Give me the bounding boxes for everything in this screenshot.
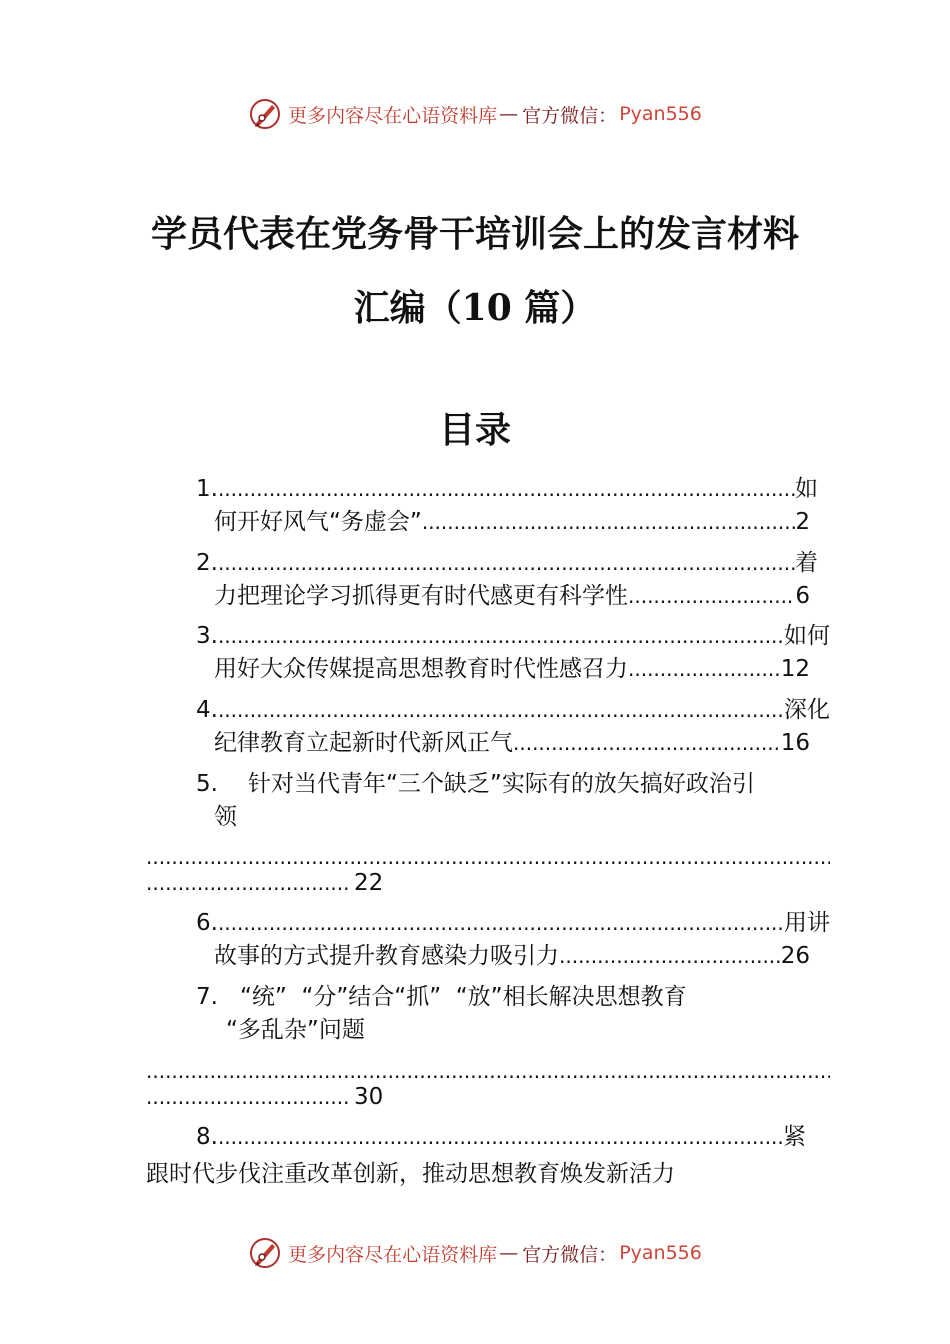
toc-entry-5-page-line[interactable] <box>146 868 386 898</box>
toc-leader-dots <box>559 941 781 971</box>
toc-leader-dots <box>628 581 795 611</box>
toc-entry-2-cont[interactable] <box>214 581 810 611</box>
toc-entry-4[interactable] <box>196 695 830 725</box>
toc-entry-7-page-line[interactable] <box>146 1082 386 1112</box>
toc-entry-title-rest: “多乱杂”问题 <box>226 1017 365 1043</box>
toc-entry-title-head: 如 <box>795 476 818 502</box>
toc-entry-page: 30 <box>354 1084 384 1110</box>
watermark-text: 更多内容尽在心语资料库 <box>288 104 498 127</box>
toc-leader-dots <box>513 728 781 758</box>
toc-entry-title-rest: 用好大众传媒提高思想教育时代性感召力 <box>214 656 628 682</box>
toc-entry-title-head: 深化 <box>784 697 830 723</box>
watermark-label: 官方微信： <box>522 104 618 127</box>
toc-entry-3-cont[interactable] <box>214 654 810 684</box>
watermark-separator: — <box>499 103 519 125</box>
toc-entry-1-cont[interactable] <box>214 507 810 537</box>
toc-entry-title-rest: 跟时代步伐注重改革创新，推动思想教育焕发新活力 <box>146 1161 675 1187</box>
toc-entry-title: 针对当代青年“三个缺乏”实际有的放矢搞好政治引 <box>248 771 755 797</box>
watermark-account: Pyan556 <box>619 1242 702 1264</box>
toc-entry-8[interactable] <box>196 1122 806 1152</box>
toc-entry-page: 12 <box>780 656 810 682</box>
toc-entry-7-cont <box>226 1015 365 1045</box>
toc-entry-title-rest: 何开好风气“务虚会” <box>214 509 422 535</box>
toc-entry-title-head: 着 <box>795 550 818 576</box>
toc-leader-dots <box>146 1082 348 1112</box>
pen-logo-icon <box>248 1236 282 1270</box>
pen-logo-icon <box>248 97 282 131</box>
toc-entry-number: 6. <box>196 910 218 936</box>
toc-entry-page: 16 <box>780 730 810 756</box>
toc-entry-title-rest: 领 <box>214 804 237 830</box>
toc-entry-title-rest: 力把理论学习抓得更有时代感更有科学性 <box>214 583 628 609</box>
toc-heading: 目录 <box>438 409 511 451</box>
watermark-separator: — <box>499 1242 519 1264</box>
toc-entry-title-head: 紧 <box>783 1124 806 1150</box>
toc-leader-dots <box>218 548 795 578</box>
toc-leader-dots <box>146 868 348 898</box>
toc-entry-number: 1. <box>196 476 218 502</box>
toc-entry-5-cont <box>214 802 237 832</box>
toc-entry-7[interactable] <box>196 982 816 1012</box>
toc-entry-1[interactable] <box>196 474 818 504</box>
toc-entry-title-head: 如何 <box>784 623 830 649</box>
toc-entry-6[interactable] <box>196 908 830 938</box>
toc-entry-number: 5. <box>196 771 218 797</box>
toc-leader-dots <box>422 507 796 537</box>
toc-entry-number: 8. <box>196 1124 218 1150</box>
toc-entry-title-rest: 纪律教育立起新时代新风正气 <box>214 730 513 756</box>
watermark-header <box>0 94 950 134</box>
watermark-text: 更多内容尽在心语资料库 <box>288 1243 498 1266</box>
toc-entry-title: “统” “分”结合“抓” “放”相长解决思想教育 <box>240 984 687 1010</box>
watermark-label: 官方微信： <box>522 1243 618 1266</box>
toc-entry-number: 2. <box>196 550 218 576</box>
toc-entry-8-cont[interactable] <box>146 1159 675 1189</box>
toc-leader-dots <box>628 654 781 684</box>
toc-entry-page: 6 <box>795 583 810 609</box>
toc-entry-3[interactable] <box>196 621 830 651</box>
toc-leader-dots <box>218 695 784 725</box>
toc-entry-number: 3. <box>196 623 218 649</box>
toc-leader-dots <box>218 621 784 651</box>
toc-entry-title-head: 用讲 <box>784 910 830 936</box>
toc-entry-5[interactable] <box>196 769 846 799</box>
toc-entry-2[interactable] <box>196 548 818 578</box>
toc-entry-4-cont[interactable] <box>214 728 810 758</box>
document-title-line1: 学员代表在党务骨干培训会上的发言材料 <box>150 213 799 255</box>
toc-entry-page: 26 <box>780 943 810 969</box>
toc-leader-dots <box>218 474 795 504</box>
toc-entry-number: 7. <box>196 984 218 1010</box>
toc-entry-title-rest: 故事的方式提升教育感染力吸引力 <box>214 943 559 969</box>
toc-entry-page: 22 <box>354 870 384 896</box>
watermark-account: Pyan556 <box>619 103 702 125</box>
toc-leader-dots <box>218 908 784 938</box>
watermark-footer <box>0 1233 950 1273</box>
toc-entry-page: 2 <box>795 509 810 535</box>
toc-entry-6-cont[interactable] <box>214 941 810 971</box>
toc-entry-number: 4. <box>196 697 218 723</box>
document-title-line2: 汇编（10 篇） <box>353 287 597 329</box>
toc-leader-dots <box>218 1122 783 1152</box>
